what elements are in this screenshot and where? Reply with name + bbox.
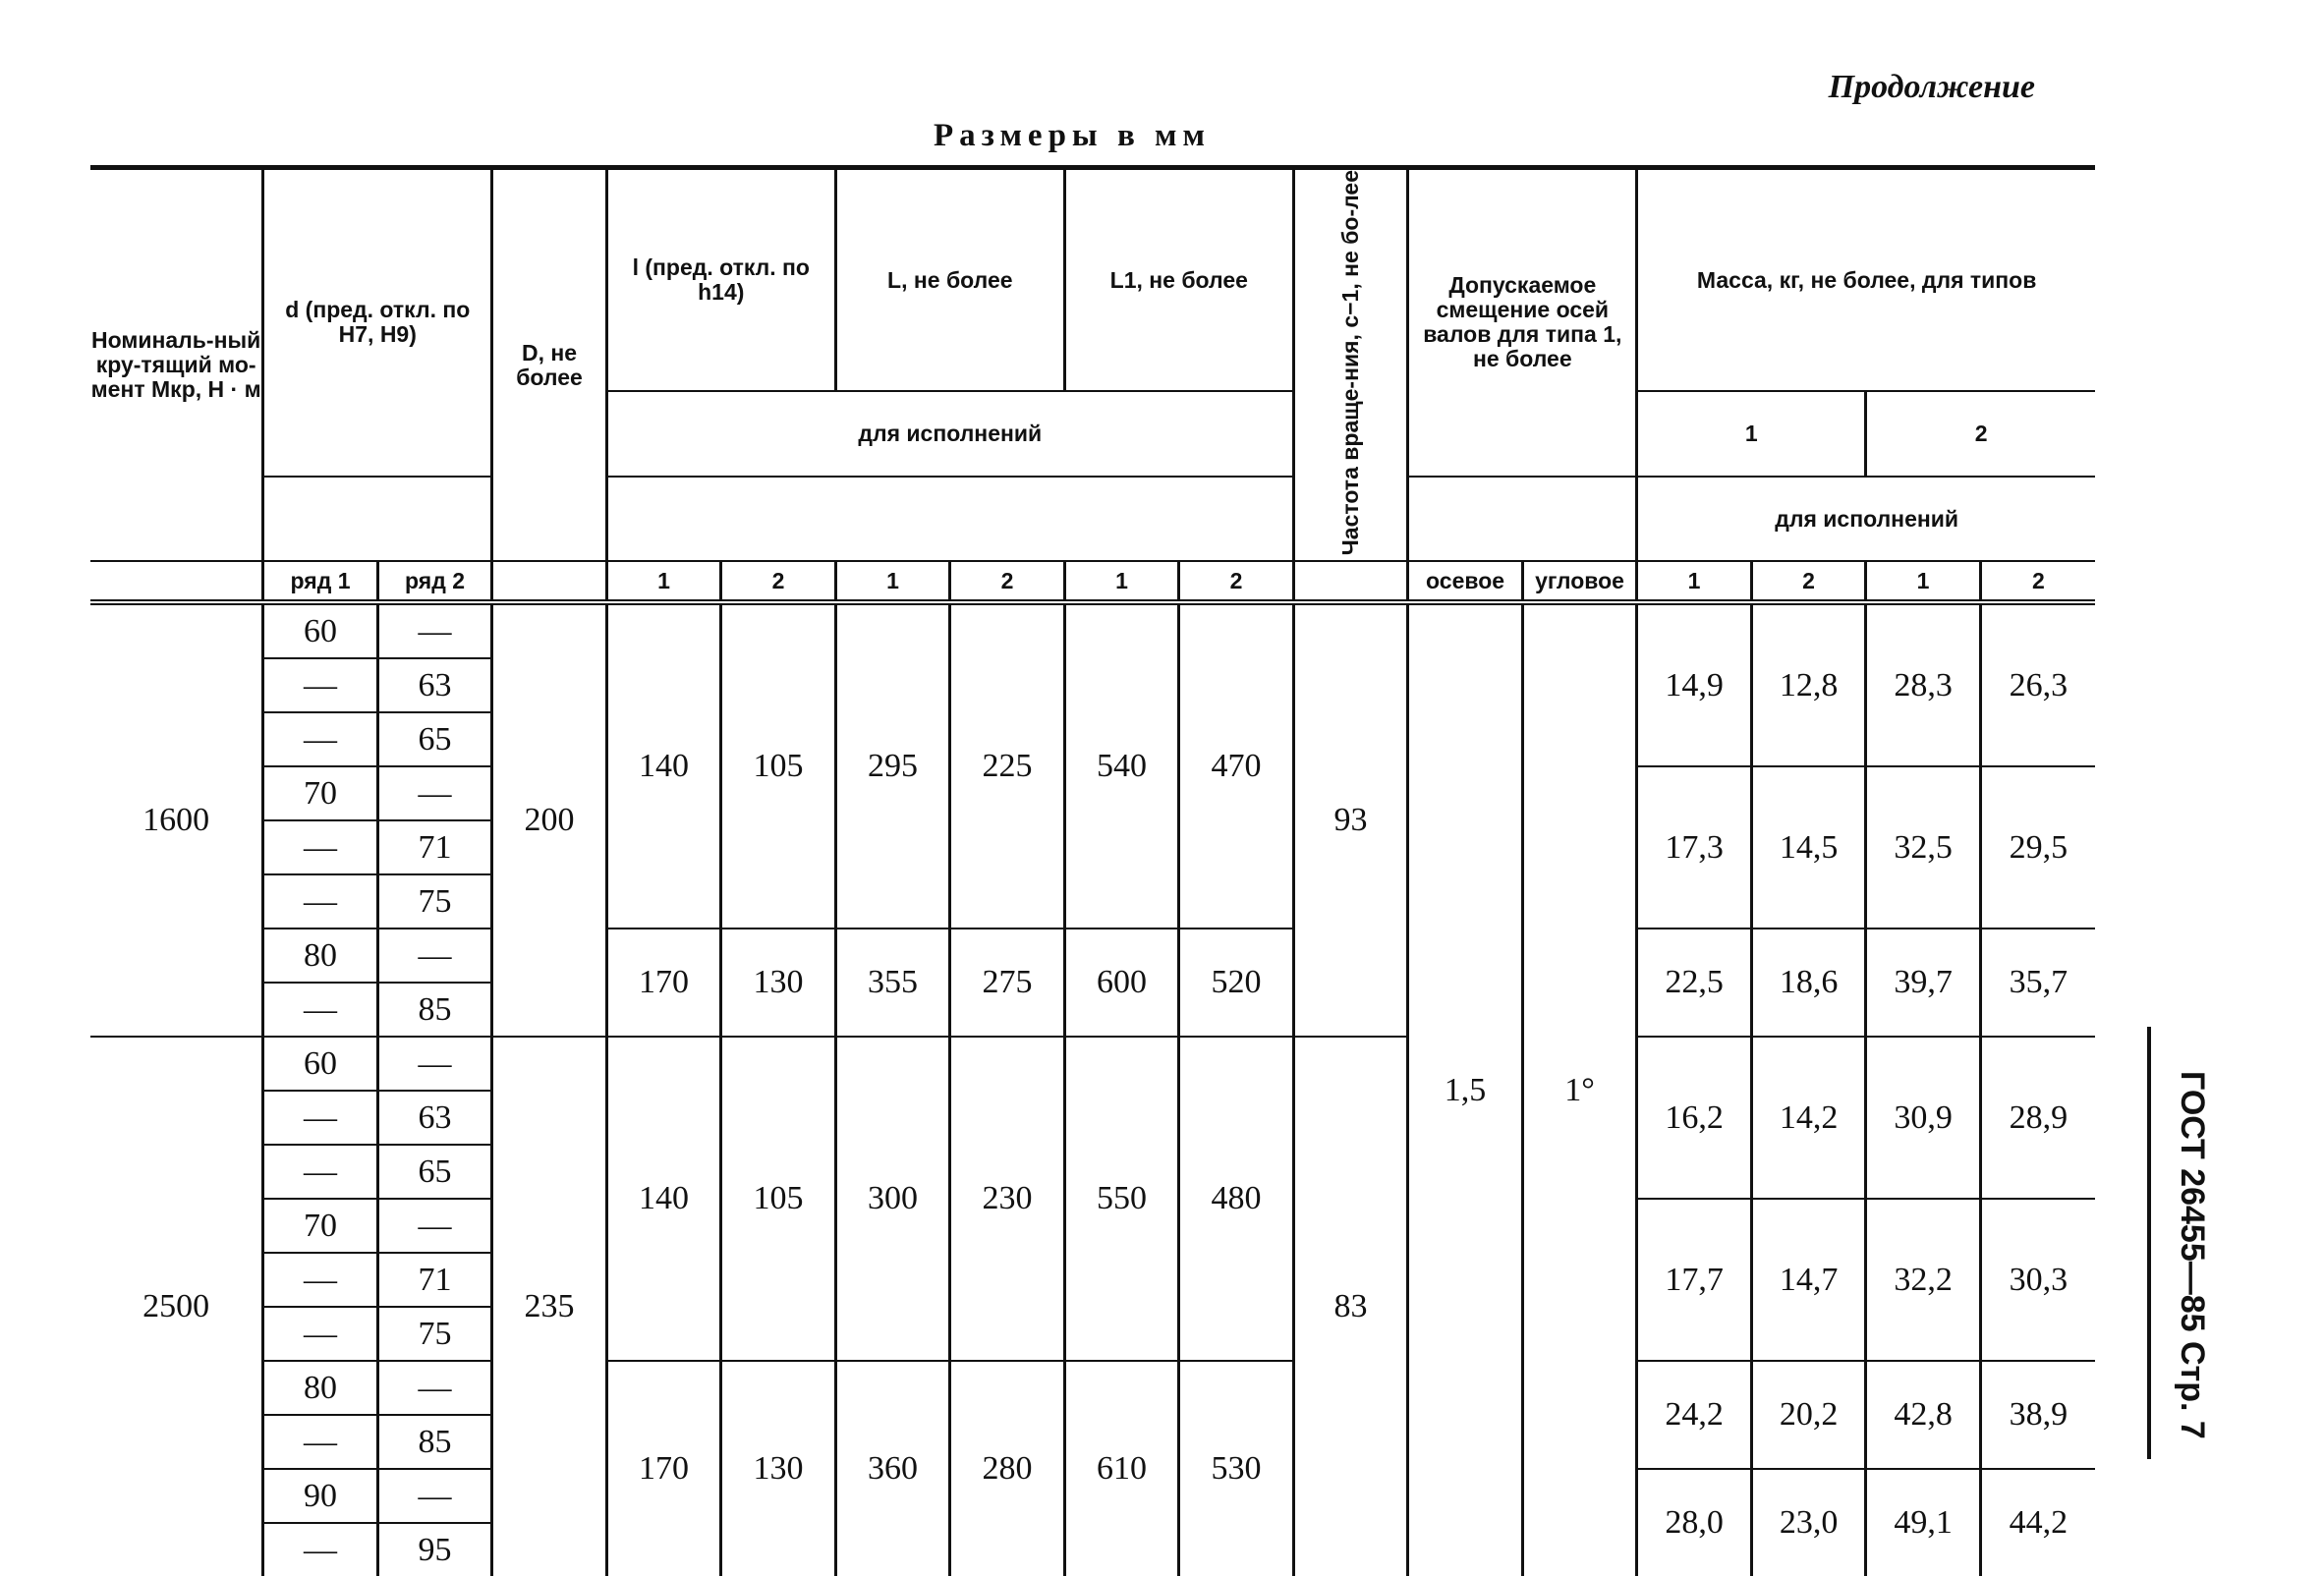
L-v2-cell: 280 [950,1361,1065,1576]
header-L1-v2: 2 [1179,561,1294,602]
mass-cell: 14,5 [1751,766,1866,929]
mass-cell: 17,3 [1637,766,1752,929]
d-row1-cell: 70 [263,1199,378,1253]
mass-cell: 28,3 [1866,602,1981,766]
frequency-cell: 93 [1293,602,1408,1037]
L1-v1-cell: 540 [1064,602,1179,929]
angular-shift-cell: 1° [1522,602,1637,1576]
l-v1-cell: 170 [606,929,721,1037]
header-mass-t2v2: 2 [1980,561,2095,602]
mass-cell: 23,0 [1751,1469,1866,1576]
d-row2-cell: 75 [377,874,492,929]
header-D-tail [492,561,607,602]
mass-cell: 28,0 [1637,1469,1752,1576]
torque-cell: 2500 [90,1037,263,1576]
L-v1-cell: 295 [835,602,950,929]
coupling-spec-table [90,165,2095,1576]
mass-cell: 30,3 [1980,1199,2095,1361]
L-v2-cell: 225 [950,602,1065,929]
mass-cell: 44,2 [1980,1469,2095,1576]
d-row1-cell: — [263,874,378,929]
mass-cell: 14,9 [1637,602,1752,766]
d-row1-cell: 60 [263,1037,378,1091]
mass-cell: 42,8 [1866,1361,1981,1469]
d-row2-cell: — [377,929,492,983]
header-mass: Масса, кг, не более, для типов [1637,168,2095,392]
mass-cell: 32,2 [1866,1199,1981,1361]
mass-cell: 14,2 [1751,1037,1866,1199]
d-row2-cell: 85 [377,1415,492,1469]
header-row-placeholder [263,477,492,562]
d-row1-cell: — [263,1091,378,1145]
header-L-v1: 1 [835,561,950,602]
l-v2-cell: 130 [721,929,836,1037]
mass-cell: 24,2 [1637,1361,1752,1469]
mass-cell: 20,2 [1751,1361,1866,1469]
header-mass-t1v2: 2 [1751,561,1866,602]
L1-v2-cell: 520 [1179,929,1294,1037]
d-row1-cell: — [263,1145,378,1199]
d-row2-cell: — [377,1037,492,1091]
header-shift-placeholder [1408,477,1637,562]
d-row1-cell: 80 [263,929,378,983]
l-v2-cell: 130 [721,1361,836,1576]
continuation-label: Продолжение [1828,69,2035,105]
L-v1-cell: 360 [835,1361,950,1576]
L1-v2-cell: 530 [1179,1361,1294,1576]
header-freq-tail [1293,561,1408,602]
L1-v2-cell: 470 [1179,602,1294,929]
header-L-v2: 2 [950,561,1065,602]
header-angular: угловое [1522,561,1637,602]
header-d: d (пред. откл. по H7, H9) [263,168,492,477]
D-cell: 200 [492,602,607,1037]
l-v1-cell: 170 [606,1361,721,1576]
mass-cell: 26,3 [1980,602,2095,766]
d-row2-cell: 65 [377,1145,492,1199]
header-torque-tail [90,561,263,602]
L-v1-cell: 300 [835,1037,950,1361]
mass-cell: 16,2 [1637,1037,1752,1199]
header-frequency: Частота враще-ния, с−1, не бо-лее [1293,168,1408,562]
frequency-cell: 83 [1293,1037,1408,1576]
header-type-1: 1 [1637,391,1866,477]
d-row1-cell: — [263,983,378,1037]
header-L1: L1, не более [1064,168,1293,392]
L-v2-cell: 275 [950,929,1065,1037]
header-l-v1: 1 [606,561,721,602]
D-cell: 235 [492,1037,607,1576]
mass-cell: 39,7 [1866,929,1981,1037]
mass-cell: 35,7 [1980,929,2095,1037]
d-row1-cell: 80 [263,1361,378,1415]
L1-v1-cell: 600 [1064,929,1179,1037]
mass-cell: 49,1 [1866,1469,1981,1576]
mass-cell: 14,7 [1751,1199,1866,1361]
mass-cell: 32,5 [1866,766,1981,929]
d-row2-cell: — [377,1469,492,1523]
d-row1-cell: — [263,658,378,712]
header-D: D, не более [492,168,607,562]
d-row2-cell: 95 [377,1523,492,1576]
d-row2-cell: — [377,766,492,820]
header-row-1: ряд 1 [263,561,378,602]
header-l: l (пред. откл. по h14) [606,168,835,392]
d-row1-cell: 70 [263,766,378,820]
side-rule [2147,1027,2151,1459]
mass-cell: 30,9 [1866,1037,1981,1199]
header-l-v2: 2 [721,561,836,602]
d-row2-cell: — [377,602,492,658]
d-row2-cell: 63 [377,658,492,712]
mass-cell: 18,6 [1751,929,1866,1037]
d-row2-cell: 65 [377,712,492,766]
header-shift: Допускаемое смещение осей валов для типа 1, не более [1408,168,1637,477]
mass-cell: 22,5 [1637,929,1752,1037]
d-row1-cell: — [263,820,378,874]
d-row1-cell: — [263,712,378,766]
header-for-versions-2 [606,477,1293,562]
d-row1-cell: — [263,1253,378,1307]
header-mass-t2v1: 1 [1866,561,1981,602]
mass-cell: 17,7 [1637,1199,1752,1361]
d-row1-cell: — [263,1523,378,1576]
mass-cell: 28,9 [1980,1037,2095,1199]
axial-shift-cell: 1,5 [1408,602,1523,1576]
d-row2-cell: — [377,1199,492,1253]
header-for-versions-mass: для исполнений [1637,477,2095,562]
L-v2-cell: 230 [950,1037,1065,1361]
torque-cell: 1600 [142,802,210,839]
mass-cell: 29,5 [1980,766,2095,929]
d-row2-cell: — [377,1361,492,1415]
L1-v1-cell: 550 [1064,1037,1179,1361]
mass-cell: 12,8 [1751,602,1866,766]
d-row2-cell: 63 [377,1091,492,1145]
mass-cell: 38,9 [1980,1361,2095,1469]
header-row-2: ряд 2 [377,561,492,602]
header-axial: осевое [1408,561,1523,602]
sizes-caption: Размеры в мм [934,118,1211,153]
L1-v1-cell: 610 [1064,1361,1179,1576]
l-v1-cell: 140 [606,602,721,929]
gost-page-label: ГОСТ 26455—85 Стр. 7 [2174,1071,2211,1439]
d-row2-cell: 71 [377,1253,492,1307]
header-torque: Номиналь-ный кру-тящий мо-мент Mкр, Н · м [90,168,263,562]
l-v1-cell: 140 [606,1037,721,1361]
header-for-versions: для исполнений [606,391,1293,477]
d-row2-cell: 75 [377,1307,492,1361]
d-row1-cell: 60 [263,602,378,658]
l-v2-cell: 105 [721,602,836,929]
header-type-2: 2 [1866,391,2095,477]
l-v2-cell: 105 [721,1037,836,1361]
d-row1-cell: — [263,1307,378,1361]
L1-v2-cell: 480 [1179,1037,1294,1361]
header-mass-t1v1: 1 [1637,561,1752,602]
d-row2-cell: 85 [377,983,492,1037]
header-L: L, не более [835,168,1064,392]
d-row1-cell: 90 [263,1469,378,1523]
header-L1-v1: 1 [1064,561,1179,602]
L-v1-cell: 355 [835,929,950,1037]
d-row2-cell: 71 [377,820,492,874]
d-row1-cell: — [263,1415,378,1469]
